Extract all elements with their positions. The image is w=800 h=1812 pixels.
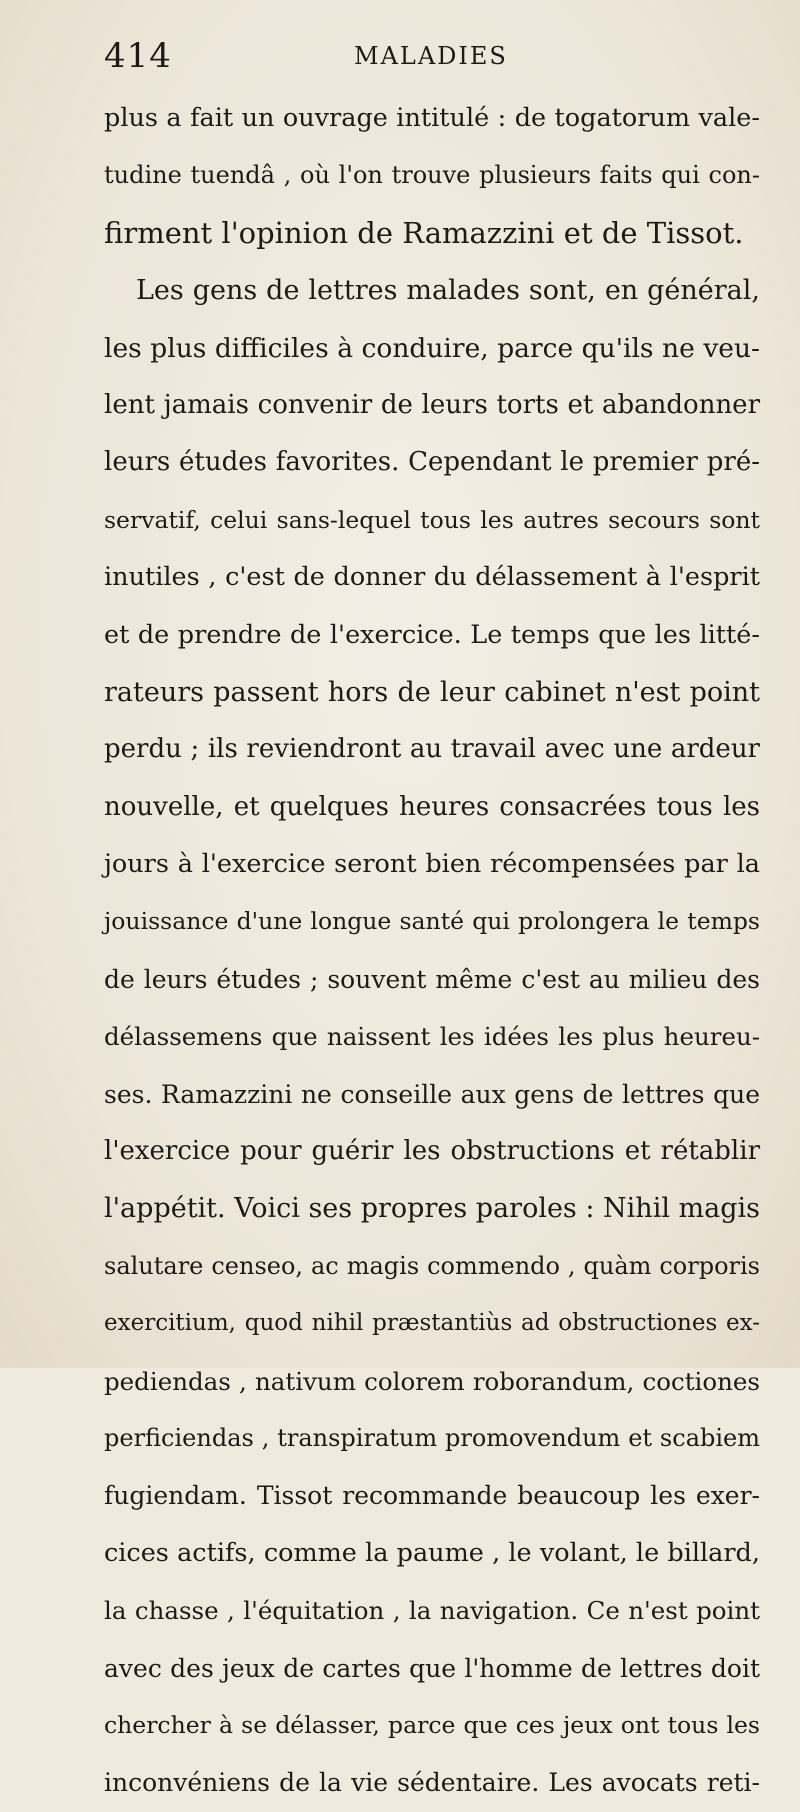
text-line: l'appétit. Voici ses propres paroles : Nihil magis [104,1193,761,1225]
text-line: les plus difficiles à conduire, parce qu'ils ne veu- [104,332,760,364]
text-line: fugiendam. Tissot recommande beaucoup les exer- [104,1481,760,1511]
text-line: servatif, celui sans-lequel tous les autres secours sont [104,505,760,534]
text-line: jouissance d'une longue santé qui prolongera le temps [104,907,760,936]
text-line: pediendas , nativum colorem roborandum, coctiones [104,1366,760,1396]
text-line: perdu ; ils reviendront au travail avec une ardeur [104,734,760,765]
text-line: tudine tuendâ , où l'on trouve plusieurs faits qui con- [104,161,760,190]
text-line: salutare censeo, ac magis commendo , quàm corporis [104,1251,760,1280]
text-line: la chasse , l'équitation , la navigation. Ce n'est point [104,1596,760,1626]
text-line: leurs études favorites. Cependant le premier pré- [104,447,760,478]
text-line: cices actifs, comme la paume , le volant, le billard, [104,1537,760,1568]
running-title: MALADIES [354,42,508,70]
text-line: plus a fait un ouvrage intitulé : de togatorum vale- [104,103,760,133]
text-line: firment l'opinion de Ramazzini et de Tissot. [104,215,744,250]
text-line: de leurs études ; souvent même c'est au milieu des [104,964,760,994]
text-line: perficiendas , transpiratum promovendum et scabiem [104,1423,760,1452]
text-line: l'exercice pour guérir les obstructions et rétablir [104,1136,760,1167]
text-line: nouvelle, et quelques heures consacrées tous les [104,791,760,822]
text-line: ses. Ramazzini ne conseille aux gens de lettres que [104,1079,760,1109]
text-line: inconvéniens de la vie sédentaire. Les avocats reti- [104,1768,760,1798]
text-line: délassemens que naissent les idées les plus heureu- [104,1022,760,1052]
page-header [104,36,744,84]
body-text [104,90,760,1812]
text-line: jours à l'exercice seront bien récompensées par la [104,849,760,880]
text-line: Les gens de lettres malades sont, en général, [136,275,760,307]
text-line: et de prendre de l'exercice. Le temps que les litté- [104,619,760,650]
text-line: exercitium, quod nihil præstantiùs ad obstructiones ex- [104,1310,760,1337]
text-line: avec des jeux de cartes que l'homme de lettres doit [104,1653,760,1683]
page-number: 414 [104,36,172,76]
text-line: rateurs passent hors de leur cabinet n'est point [104,676,760,708]
text-line: chercher à se délasser, parce que ces jeux ont tous les [104,1710,760,1739]
text-line: lent jamais convenir de leurs torts et abandonner [104,389,760,420]
text-line: inutiles , c'est de donner du délassement à l'esprit [104,562,760,593]
